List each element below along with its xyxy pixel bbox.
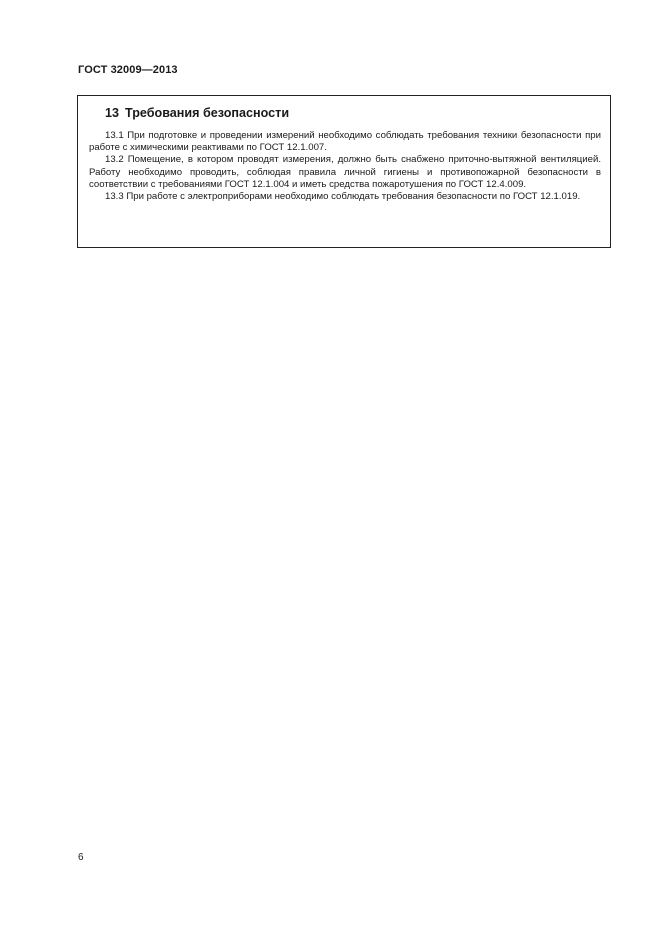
paragraph-13-1: 13.1 При подготовке и проведении измерений необходимо соблюдать требования техники безопасности при работе с химическими реактивами по ГОСТ 12.1.007. — [89, 130, 601, 154]
paragraph-13-3: 13.3 При работе с электроприборами необходимо соблюдать требования безопасности по ГОСТ 12.1.019. — [105, 191, 581, 203]
page-number: 6 — [78, 852, 84, 863]
section-paragraphs — [89, 130, 601, 203]
document-header: ГОСТ 32009—2013 — [78, 64, 178, 76]
section-title — [105, 105, 601, 121]
section-title-text: Требования безопасности — [125, 106, 290, 120]
section-number: 13 — [105, 106, 120, 120]
paragraph-13-2: 13.2 Помещение, в котором проводят измерения, должно быть снабжено приточно-вытяжной вентиляцией. Работу необходимо проводить, соблюдая правила личной гигиены и противопожарной безопасности в соответствии с требованиями ГОСТ 12.1.004 и иметь средства пожаротушения по ГОСТ 12.4.009. — [89, 154, 601, 190]
section-box — [77, 95, 611, 248]
